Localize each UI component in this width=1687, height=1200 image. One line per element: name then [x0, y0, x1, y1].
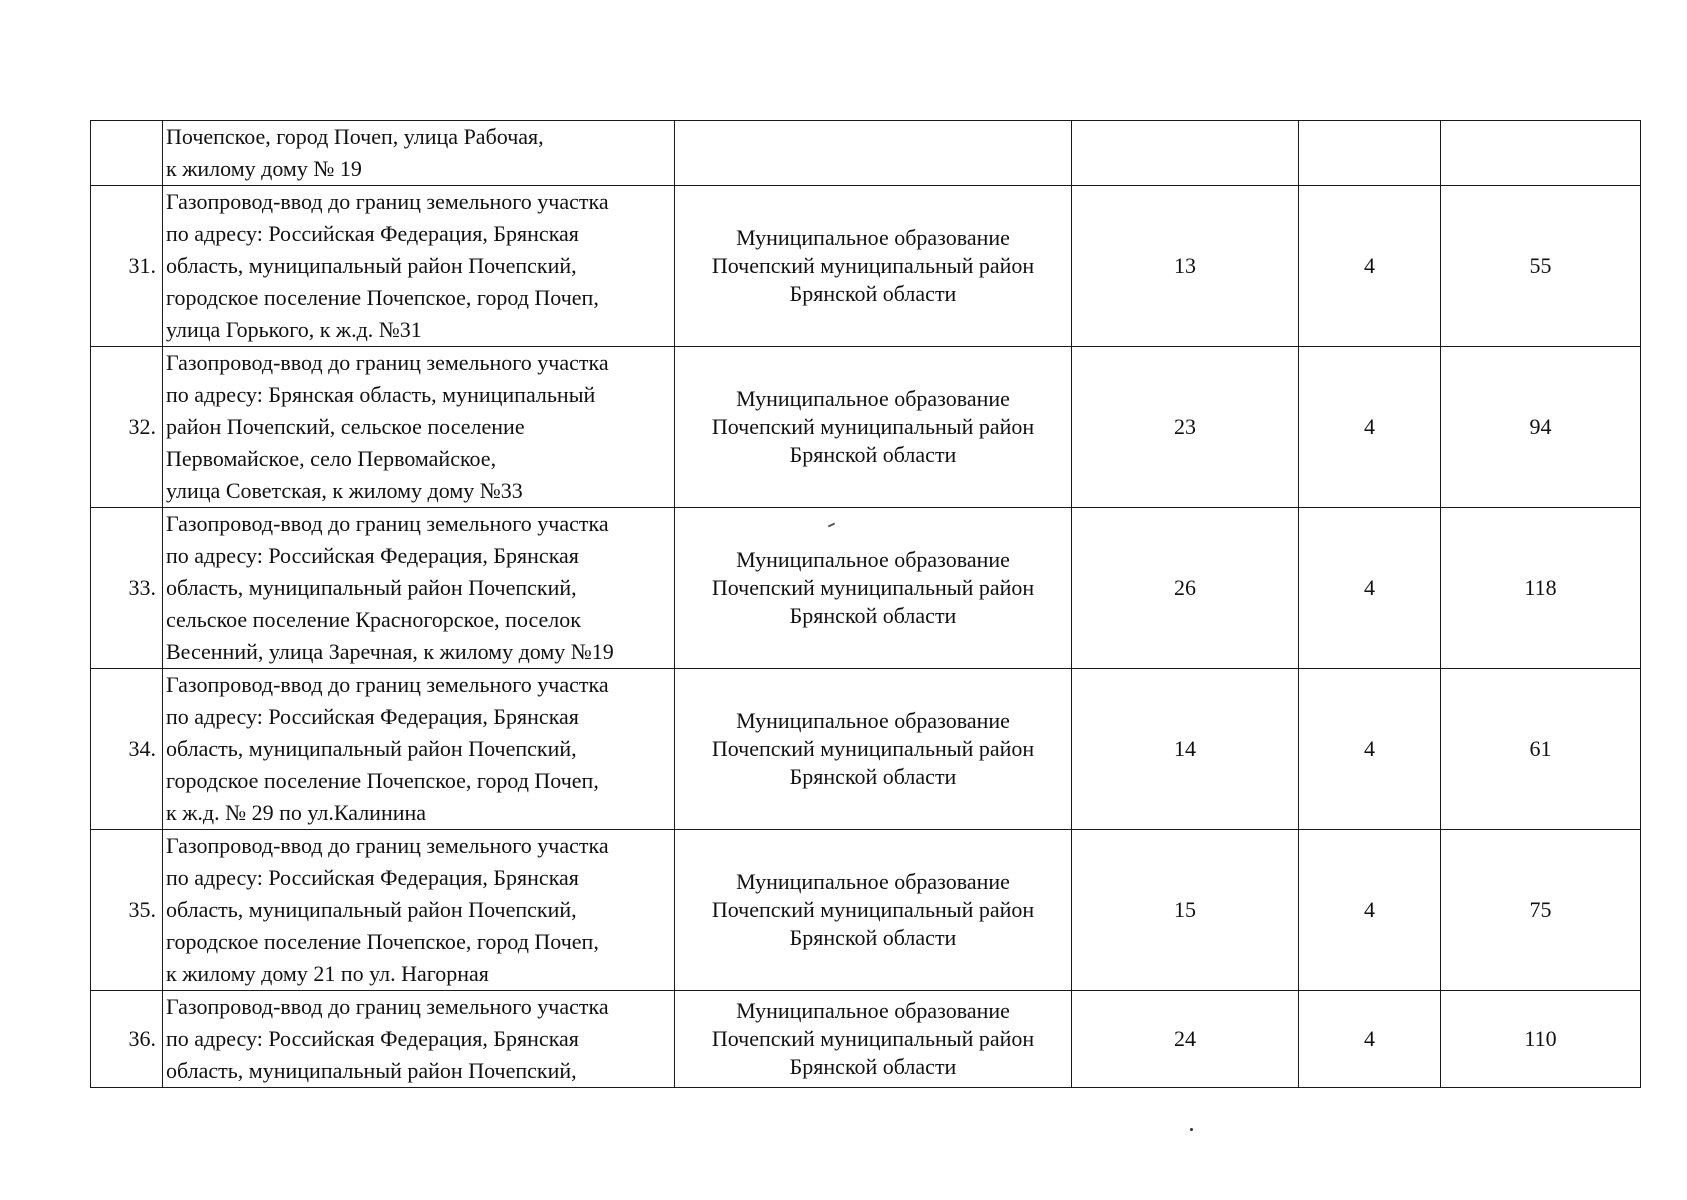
volume-cell: 118 [1441, 508, 1641, 669]
owner-cell: Муниципальное образование Почепский муниципальный район Брянской области [675, 991, 1072, 1088]
volume-cell: 94 [1441, 347, 1641, 508]
diameter-cell: 4 [1299, 991, 1441, 1088]
owner-cell: Муниципальное образование Почепский муниципальный район Брянской области [675, 508, 1072, 669]
object-description-cell: Газопровод-ввод до границ земельного участка по адресу: Российская Федерация, Брянская область, муниципальный район Почепский, [163, 991, 675, 1088]
length-cell: 23 [1072, 347, 1299, 508]
diameter-cell: 4 [1299, 669, 1441, 830]
table-row [91, 121, 1641, 186]
diameter-cell [1299, 121, 1441, 186]
length-cell: 15 [1072, 830, 1299, 991]
length-cell: 24 [1072, 991, 1299, 1088]
volume-cell [1441, 121, 1641, 186]
owner-cell: Муниципальное образование Почепский муниципальный район Брянской области [675, 830, 1072, 991]
diameter-cell: 4 [1299, 830, 1441, 991]
document-page [90, 120, 1640, 1088]
table-row [91, 347, 1641, 508]
owner-cell: Муниципальное образование Почепский муниципальный район Брянской области [675, 186, 1072, 347]
row-number-cell: 36. [91, 991, 163, 1088]
table-row [91, 669, 1641, 830]
table-row [91, 991, 1641, 1088]
diameter-cell: 4 [1299, 347, 1441, 508]
object-description-cell: Газопровод-ввод до границ земельного участка по адресу: Российская Федерация, Брянская область, муниципальный район Почепский, сельское поселение Красногорское, поселок Весенний, улица Заречная, к жилому дому №19 [163, 508, 675, 669]
diameter-cell: 4 [1299, 508, 1441, 669]
owner-cell: Муниципальное образование Почепский муниципальный район Брянской области [675, 347, 1072, 508]
object-description-cell: Газопровод-ввод до границ земельного участка по адресу: Российская Федерация, Брянская область, муниципальный район Почепский, городское поселение Почепское, город Почеп, улица Горького, к ж.д. №31 [163, 186, 675, 347]
table-row [91, 186, 1641, 347]
volume-cell: 75 [1441, 830, 1641, 991]
table-row [91, 830, 1641, 991]
table-row [91, 508, 1641, 669]
length-cell [1072, 121, 1299, 186]
length-cell: 13 [1072, 186, 1299, 347]
row-number-cell [91, 121, 163, 186]
owner-cell: Муниципальное образование Почепский муниципальный район Брянской области [675, 669, 1072, 830]
diameter-cell: 4 [1299, 186, 1441, 347]
owner-cell [675, 121, 1072, 186]
volume-cell: 61 [1441, 669, 1641, 830]
object-description-cell: Почепское, город Почеп, улица Рабочая, к жилому дому № 19 [163, 121, 675, 186]
volume-cell: 110 [1441, 991, 1641, 1088]
gas-pipeline-registry-table [90, 120, 1641, 1088]
row-number-cell: 31. [91, 186, 163, 347]
scan-artifact-dot [1190, 1128, 1193, 1131]
row-number-cell: 35. [91, 830, 163, 991]
object-description-cell: Газопровод-ввод до границ земельного участка по адресу: Российская Федерация, Брянская область, муниципальный район Почепский, городское поселение Почепское, город Почеп, к ж.д. № 29 по ул.Калинина [163, 669, 675, 830]
row-number-cell: 32. [91, 347, 163, 508]
object-description-cell: Газопровод-ввод до границ земельного участка по адресу: Российская Федерация, Брянская область, муниципальный район Почепский, городское поселение Почепское, город Почеп, к жилому дому 21 по ул. Нагорная [163, 830, 675, 991]
row-number-cell: 34. [91, 669, 163, 830]
length-cell: 14 [1072, 669, 1299, 830]
row-number-cell: 33. [91, 508, 163, 669]
length-cell: 26 [1072, 508, 1299, 669]
volume-cell: 55 [1441, 186, 1641, 347]
object-description-cell: Газопровод-ввод до границ земельного участка по адресу: Брянская область, муниципальный район Почепский, сельское поселение Первомайское, село Первомайское, улица Советская, к жилому дому №33 [163, 347, 675, 508]
